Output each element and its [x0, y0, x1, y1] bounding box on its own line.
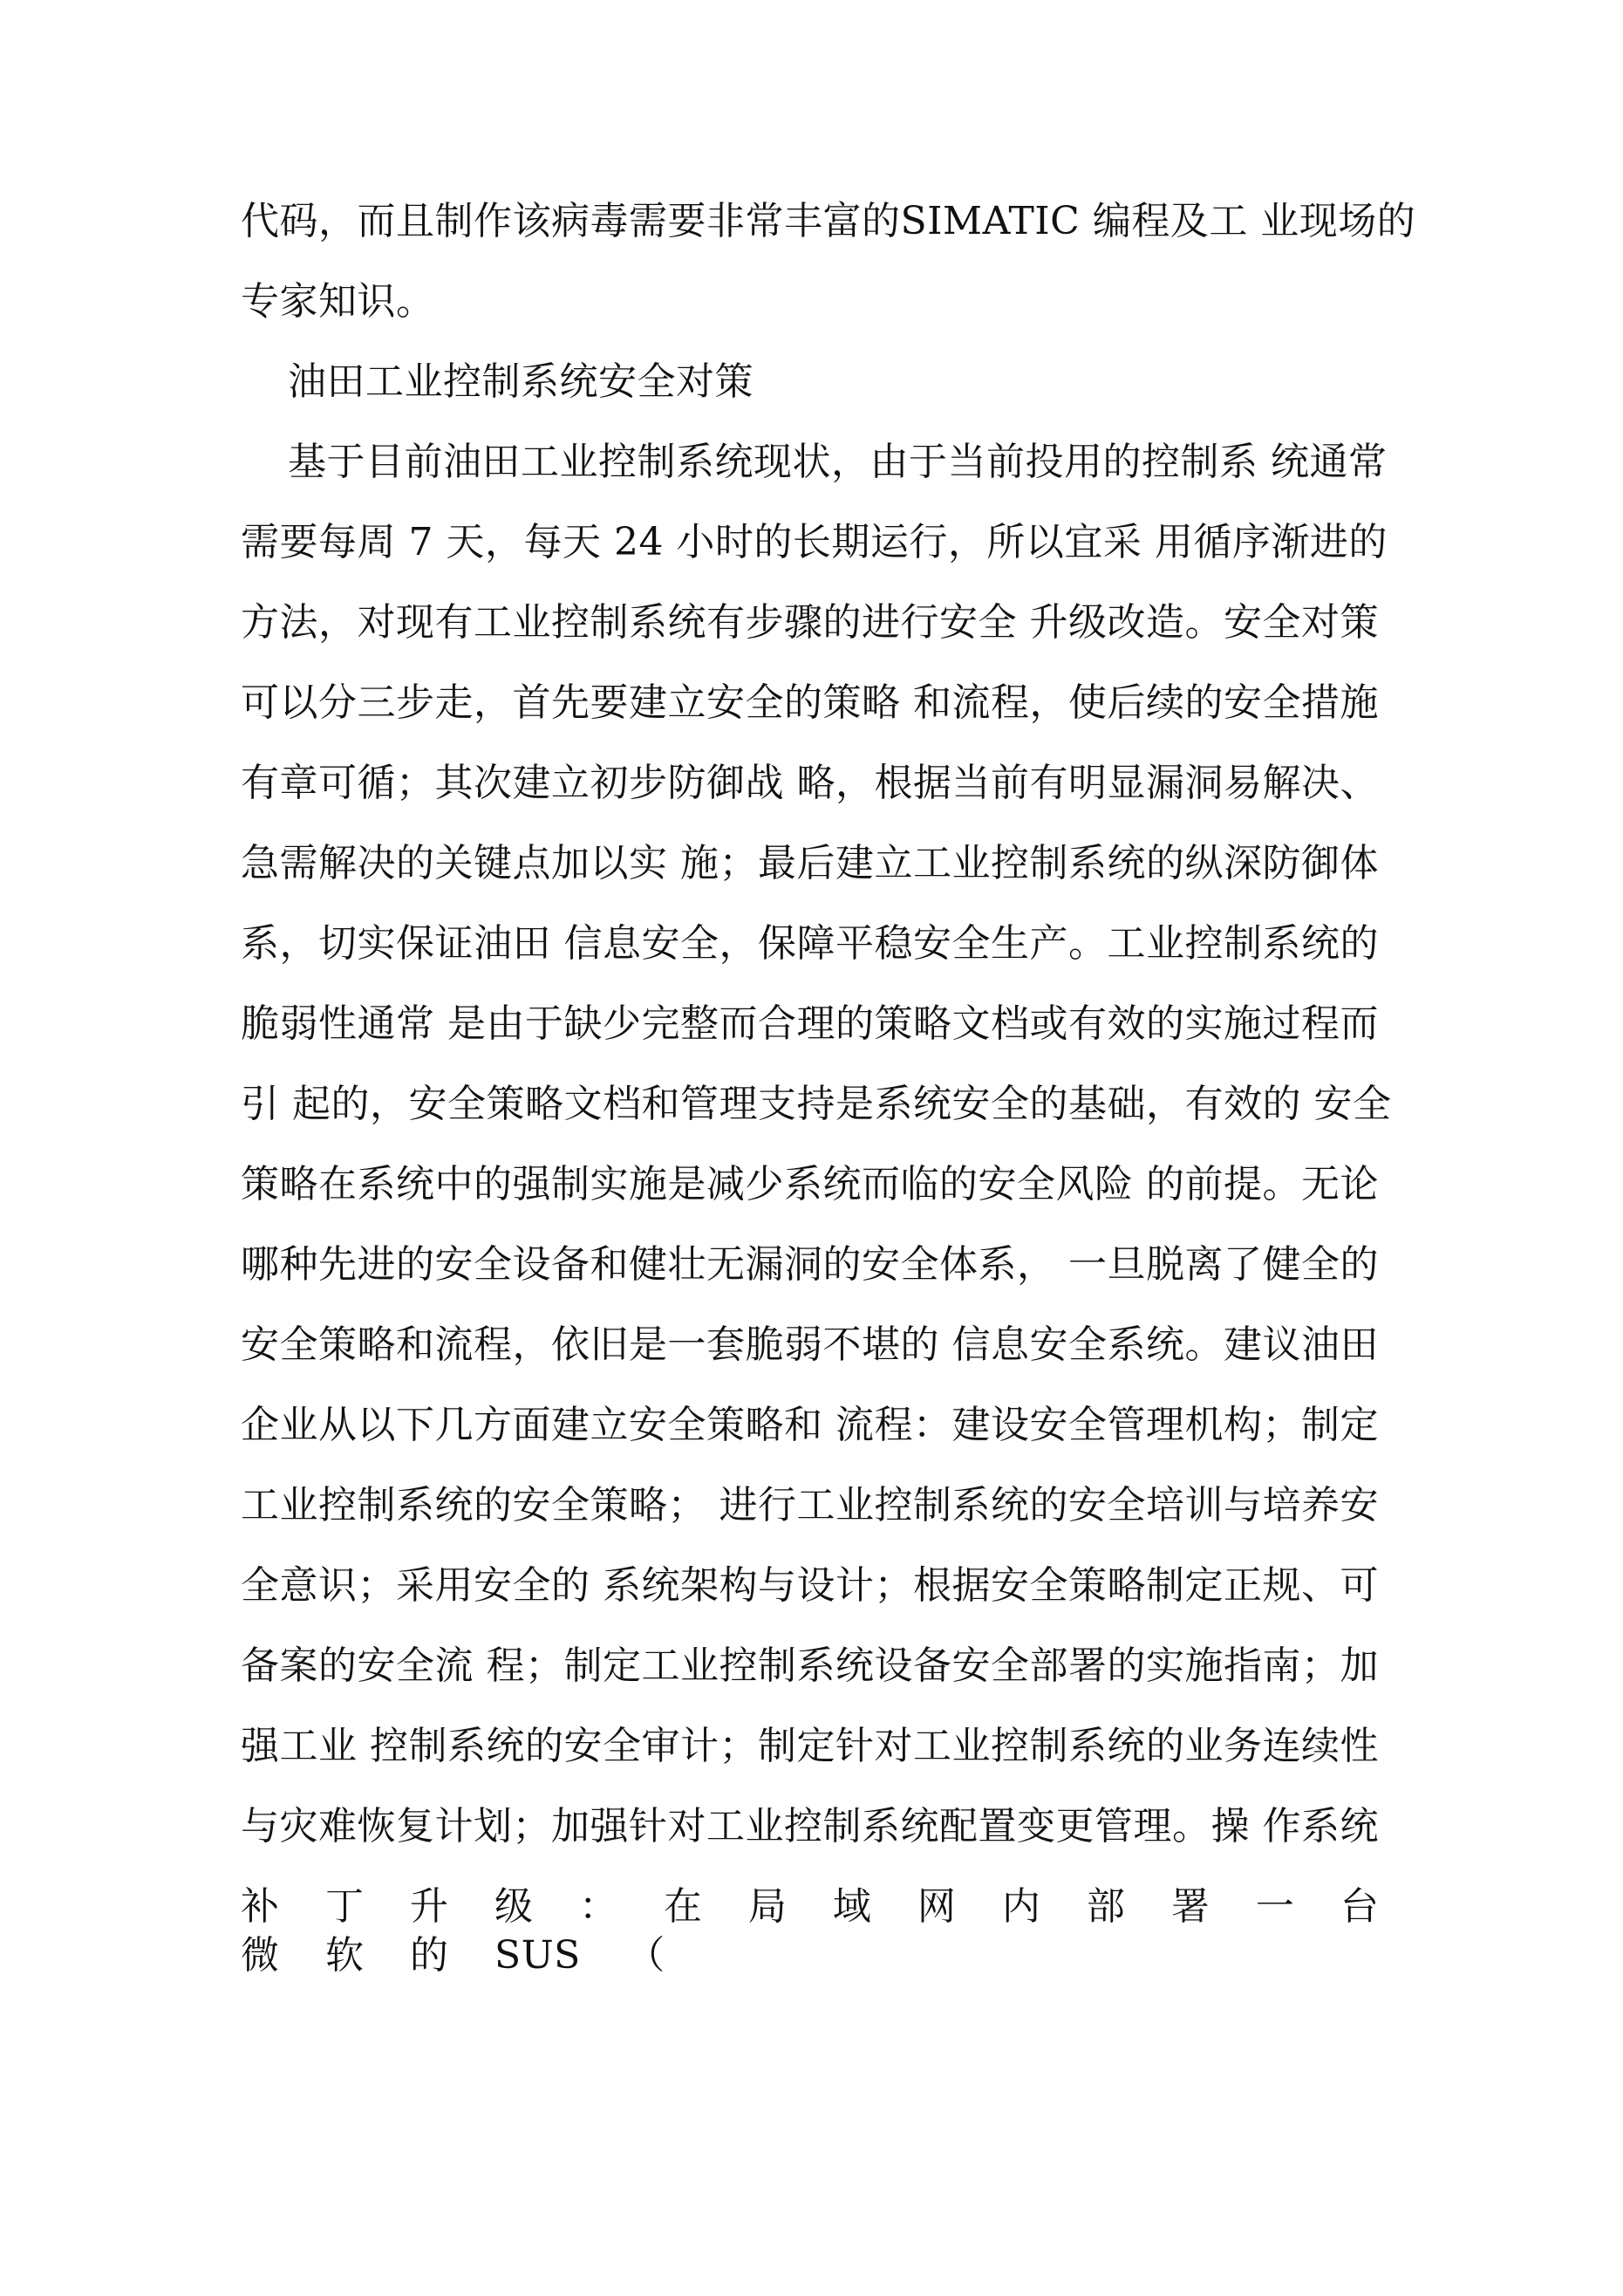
- text-line: 系，切实保证油田 信息安全，保障平稳安全生产。工业控制系统的: [241, 921, 1379, 966]
- text-line: 与灾难恢复计划；加强针对工业控制系统配置变更管理。操 作系统: [241, 1804, 1379, 1848]
- text-line: 哪种先进的安全设备和健壮无漏洞的安全体系， 一旦脱离了健全的: [241, 1242, 1379, 1287]
- text-line: 方法，对现有工业控制系统有步骤的进行安全 升级改造。安全对策: [241, 600, 1379, 645]
- text-line: 代码，而且制作该病毒需要非常丰富的SIMATIC 编程及工 业现场的: [241, 199, 1416, 243]
- text-line: 工业控制系统的安全策略； 进行工业控制系统的安全培训与培养安: [241, 1483, 1379, 1527]
- text-line: 专家知识。: [241, 279, 435, 324]
- text-line: 安全策略和流程，依旧是一套脆弱不堪的 信息安全系统。建议油田: [241, 1322, 1379, 1367]
- text-line: 备案的安全流 程；制定工业控制系统设备安全部署的实施指南；加: [241, 1643, 1379, 1688]
- text-line: 可以分三步走，首先要建立安全的策略 和流程，使后续的安全措施: [241, 680, 1379, 725]
- text-line: 引 起的，安全策略文档和管理支持是系统安全的基础，有效的 安全: [241, 1082, 1392, 1126]
- text-line: 强工业 控制系统的安全审计；制定针对工业控制系统的业务连续性: [241, 1724, 1379, 1768]
- section-heading: 油田工业控制系统安全对策: [288, 359, 754, 404]
- text-line: 有章可循；其次建立初步防御战 略，根据当前有明显漏洞易解决、: [241, 761, 1379, 805]
- text-line: 基于目前油田工业控制系统现状，由于当前投用的控制系 统通常: [288, 440, 1388, 484]
- text-line: 补 丁 升 级 ： 在 局 域 网 内 部 署 一 台 微 软 的 SUS （: [241, 1884, 1380, 1978]
- text-line: 脆弱性通常 是由于缺少完整而合理的策略文档或有效的实施过程而: [241, 1001, 1379, 1046]
- text-line: 全意识；采用安全的 系统架构与设计；根据安全策略制定正规、可: [241, 1563, 1379, 1608]
- text-line: 策略在系统中的强制实施是减少系统而临的安全风险 的前提。无论: [241, 1162, 1379, 1206]
- text-line: 急需解决的关键点加以实 施；最后建立工业控制系统的纵深防御体: [241, 841, 1379, 885]
- text-line: 需要每周 7 天，每天 24 小时的长期运行，所以宜采 用循序渐进的: [241, 520, 1388, 564]
- text-line: 企业从以下几方面建立安全策略和 流程：建设安全管理机构；制定: [241, 1403, 1379, 1447]
